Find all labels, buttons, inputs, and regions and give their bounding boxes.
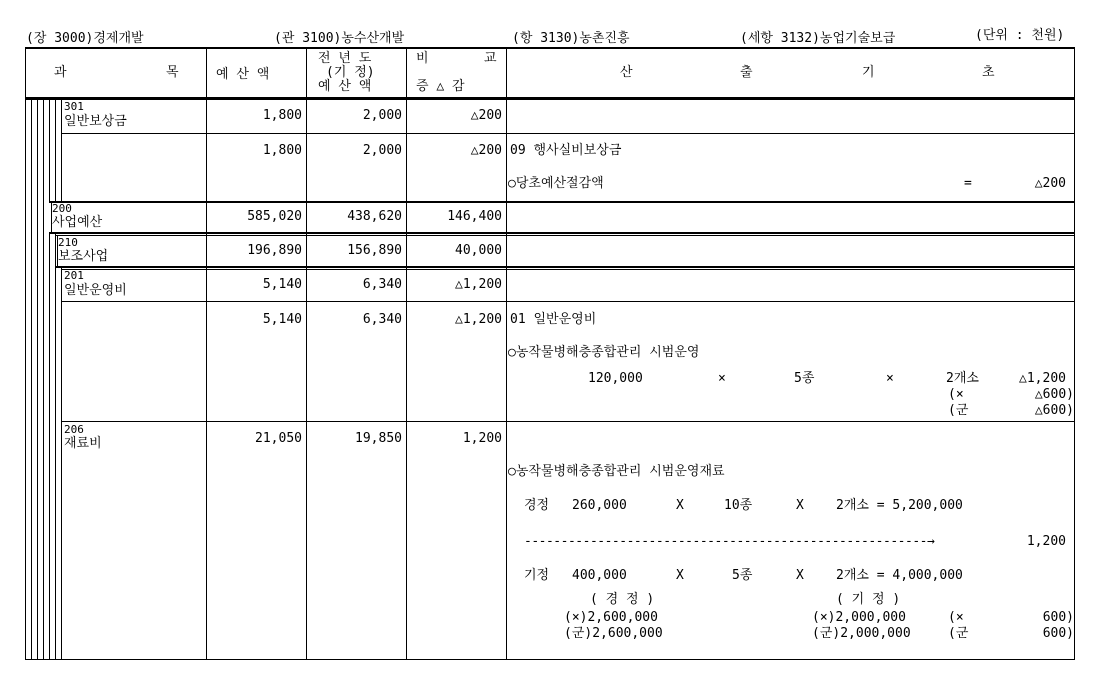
calc-c: 2개소 [946, 371, 979, 386]
calc-x2: X [796, 498, 804, 513]
calc-x1: X [676, 568, 684, 583]
col-basis-4: 초 [982, 65, 995, 80]
row-prev: 156,890 [347, 243, 402, 258]
basis-eq: = [964, 176, 972, 191]
col-subject-right: 목 [166, 65, 179, 80]
calc-b: 5종 [794, 371, 815, 386]
row-diff: 40,000 [455, 243, 502, 258]
row-prev: 6,340 [362, 277, 402, 292]
col-subject-left: 과 [54, 65, 67, 80]
sub-value: △600) [1034, 403, 1074, 418]
row-diff: △200 [470, 108, 502, 123]
sub-value: (×)2,600,000 [564, 610, 658, 625]
calc-label: 기정 [524, 568, 550, 583]
calc-x2: X [796, 568, 804, 583]
sub-value: △600) [1034, 387, 1074, 402]
calc-total: 1,200 [1026, 534, 1066, 549]
col-basis-2: 출 [740, 65, 753, 80]
row-name: 재료비 [64, 436, 102, 451]
calc-x1: × [718, 371, 726, 386]
row-budget: 5,140 [262, 277, 302, 292]
sub-value: (×)2,000,000 [812, 610, 906, 625]
calc-x1: X [676, 498, 684, 513]
sehang-label: (세항 3132)농업기술보급 [740, 31, 896, 46]
row-prev: 2,000 [362, 108, 402, 123]
basis-line: ○농작물병해충종합관리 시범운영 [508, 345, 700, 360]
row-prev: 438,620 [347, 209, 402, 224]
row-code: 201 [64, 269, 84, 282]
row-budget: 196,890 [247, 243, 302, 258]
row-code: 210 [58, 236, 78, 249]
jang-label: (장 3000)경제개발 [26, 31, 144, 46]
row-diff: △200 [470, 143, 502, 158]
col-prev-line3: 예 산 액 [318, 79, 372, 94]
row-name: 사업예산 [52, 215, 103, 230]
hang-label: (항 3130)농촌진흥 [512, 31, 630, 46]
sub-value: (군)2,600,000 [564, 626, 663, 641]
sub-label: (× [948, 610, 964, 625]
col-compare-a: 비 [416, 51, 429, 66]
row-code: 200 [52, 202, 72, 215]
basis-title: 01 일반운영비 [510, 312, 597, 327]
col-compare-b: 교 [484, 51, 497, 66]
row-budget: 21,050 [255, 431, 302, 446]
calc-a: 260,000 [572, 498, 627, 513]
col-prev-line2: (기 정) [326, 65, 375, 80]
basis-amount: △200 [1034, 176, 1066, 191]
calc-b: 10종 [724, 498, 753, 513]
calc-c: 2개소 = 4,000,000 [836, 568, 963, 583]
sub-label: (군 [948, 626, 969, 641]
col-budget: 예 산 액 [216, 67, 270, 82]
sub-heading: ( 기 정 ) [836, 592, 901, 607]
row-diff: 1,200 [462, 431, 502, 446]
basis-line: ○농작물병해충종합관리 시범운영재료 [508, 464, 725, 479]
arrow-line: -------------------------------------------------------→ [524, 534, 935, 549]
calc-a: 120,000 [588, 371, 643, 386]
row-name: 보조사업 [58, 249, 109, 264]
calc-total: △1,200 [1019, 371, 1066, 386]
col-compare-line2: 증 △ 감 [416, 79, 465, 94]
row-budget: 1,800 [262, 143, 302, 158]
row-code: 206 [64, 423, 84, 436]
sub-label: (× [948, 387, 964, 402]
calc-label: 경정 [524, 498, 550, 513]
sub-label: (군 [948, 403, 969, 418]
sub-value: 600) [1042, 626, 1074, 641]
row-diff: 146,400 [447, 209, 502, 224]
col-basis-3: 기 [862, 65, 875, 80]
row-budget: 5,140 [262, 312, 302, 327]
row-prev: 2,000 [362, 143, 402, 158]
calc-c: 2개소 = 5,200,000 [836, 498, 963, 513]
row-budget: 585,020 [247, 209, 302, 224]
col-basis-1: 산 [620, 65, 633, 80]
col-prev-line1: 전 년 도 [318, 51, 372, 66]
basis-title: 09 행사실비보상금 [510, 143, 622, 158]
row-name: 일반운영비 [64, 283, 127, 298]
row-prev: 19,850 [355, 431, 402, 446]
basis-line: ○당초예산절감액 [508, 176, 604, 191]
gwan-label: (관 3100)농수산개발 [274, 31, 405, 46]
unit-label: (단위 : 천원) [975, 28, 1065, 43]
row-name: 일반보상금 [64, 114, 127, 129]
row-diff: △1,200 [455, 277, 502, 292]
row-diff: △1,200 [455, 312, 502, 327]
sub-heading: ( 경 정 ) [590, 592, 655, 607]
row-code: 301 [64, 100, 84, 113]
calc-a: 400,000 [572, 568, 627, 583]
sub-value: (군)2,000,000 [812, 626, 911, 641]
row-prev: 6,340 [362, 312, 402, 327]
row-budget: 1,800 [262, 108, 302, 123]
calc-b: 5종 [732, 568, 753, 583]
calc-x2: × [886, 371, 894, 386]
sub-value: 600) [1042, 610, 1074, 625]
